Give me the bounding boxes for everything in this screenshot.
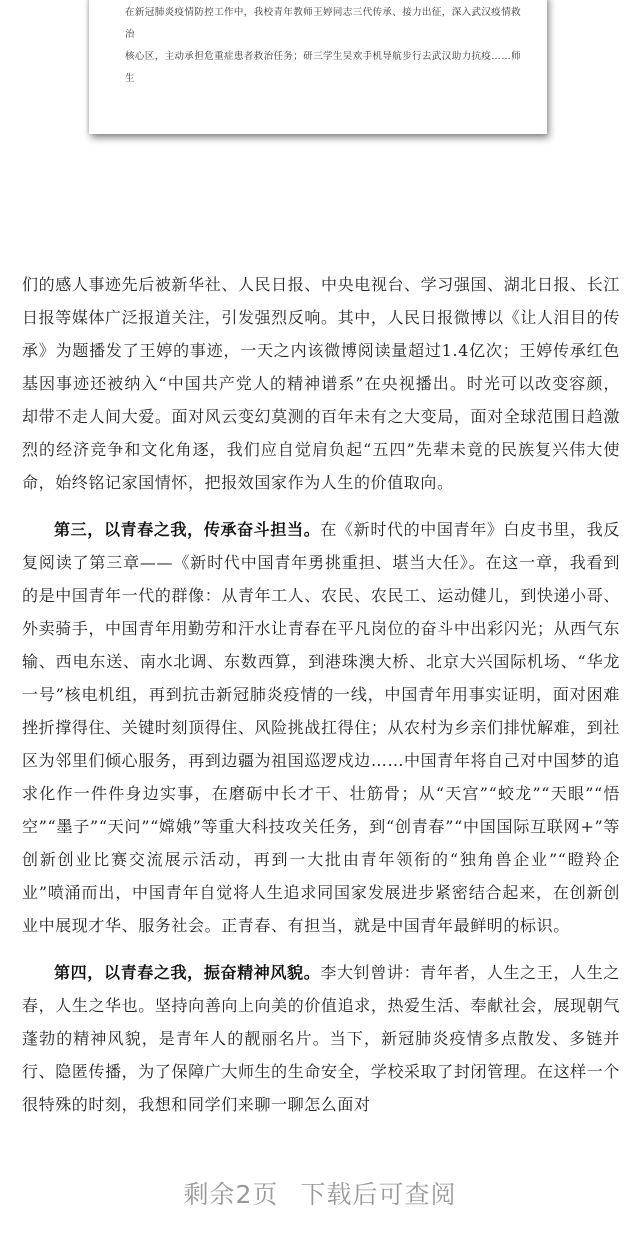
document-preview-card (89, 0, 547, 134)
paragraph-fourth-point (22, 956, 620, 1121)
preview-line: 核心区，主动承担危重症患者救治任务；研三学生吴欢手机导航步行去武汉助力抗疫……师生 (125, 51, 522, 84)
paragraph-text: 李大钊曾讲：青年者，人生之王，人生之春，人生之华也。坚持向善向上向美的价值追求，热爱生活、奉献社会，展现朝气蓬勃的精神风貌，是青年人的靓丽名片。当下，新冠肺炎疫情多点散发、多链并行、隐匿传播，为了保障广大师生的生命安全，学校采取了封闭管理。在这样一个很特殊的时刻，我想和同学们来聊一聊怎么面对 (22, 963, 620, 1114)
article-body (22, 268, 620, 1121)
paragraph-heading: 第四，以青春之我，振奋精神风貌。 (54, 963, 321, 982)
paragraph-third-point (22, 513, 620, 942)
download-to-view-label: 下载后可查阅 (300, 1180, 457, 1209)
preview-text (125, 2, 523, 90)
paragraph-text: 在《新时代的中国青年》白皮书里，我反复阅读了第三章——《新时代中国青年勇挑重担、堪当大任》。在这一章，我看到的是中国青年一代的群像：从青年工人、农民、农民工、运动健儿，到快递小哥、外卖骑手，中国青年用勤劳和汗水让青春在平凡岗位的奋斗中出彩闪光；从西气东输、西电东送、南水北调、东数西算，到港珠澳大桥、北京大兴国际机场、“华龙一号”核电机组，再到抗击新冠肺炎疫情的一线，中国青年用事实证明，面对困难挫折撑得住、关键时刻顶得住、风险挑战扛得住；从农村为乡亲们排忧解难，到社区为邻里们倾心服务，再到边疆为祖国巡逻戍边……中国青年将自己对中国梦的追求化作一件件身边实事，在磨砺中长才干、壮筋骨；从“天宫”“蛟龙”“天眼”“悟空”“墨子”“天问”“嫦娥”等重大科技攻关任务，到“创青春”“中国国际互联网+”等创新创业比赛交流展示活动，再到一大批由青年领衔的“独角兽企业”“瞪羚企业”喷涌而出，中国青年自觉将人生追求同国家发展进步紧密结合起来，在创新创业中展现才华、服务社会。正青春、有担当，就是中国青年最鲜明的标识。 (22, 520, 620, 935)
remaining-pages-label: 剩余2页 (183, 1180, 279, 1209)
paragraph-heading: 第三，以青春之我，传承奋斗担当。 (54, 520, 321, 539)
preview-line: 在新冠肺炎疫情防控工作中，我校青年教师王婷同志三代传承、接力出征，深入武汉疫情救治 (125, 7, 522, 40)
paragraph-continued: 们的感人事迹先后被新华社、人民日报、中央电视台、学习强国、湖北日报、长江日报等媒体广泛报道关注，引发强烈反响。其中，人民日报微博以《让人泪目的传承》为题播发了王婷的事迹，一天之内该微博阅读量超过1.4亿次；王婷传承红色基因事迹还被纳入“中国共产党人的精神谱系”在央视播出。时光可以改变容颜，却带不走人间大爱。面对风云变幻莫测的百年未有之大变局，面对全球范围日趋激烈的经济竞争和文化角逐，我们应自觉肩负起“五四”先辈未竟的民族复兴伟大使命，始终铭记家国情怀，把报效国家作为人生的价值取向。 (22, 275, 620, 492)
download-prompt-button[interactable] (0, 1162, 640, 1224)
